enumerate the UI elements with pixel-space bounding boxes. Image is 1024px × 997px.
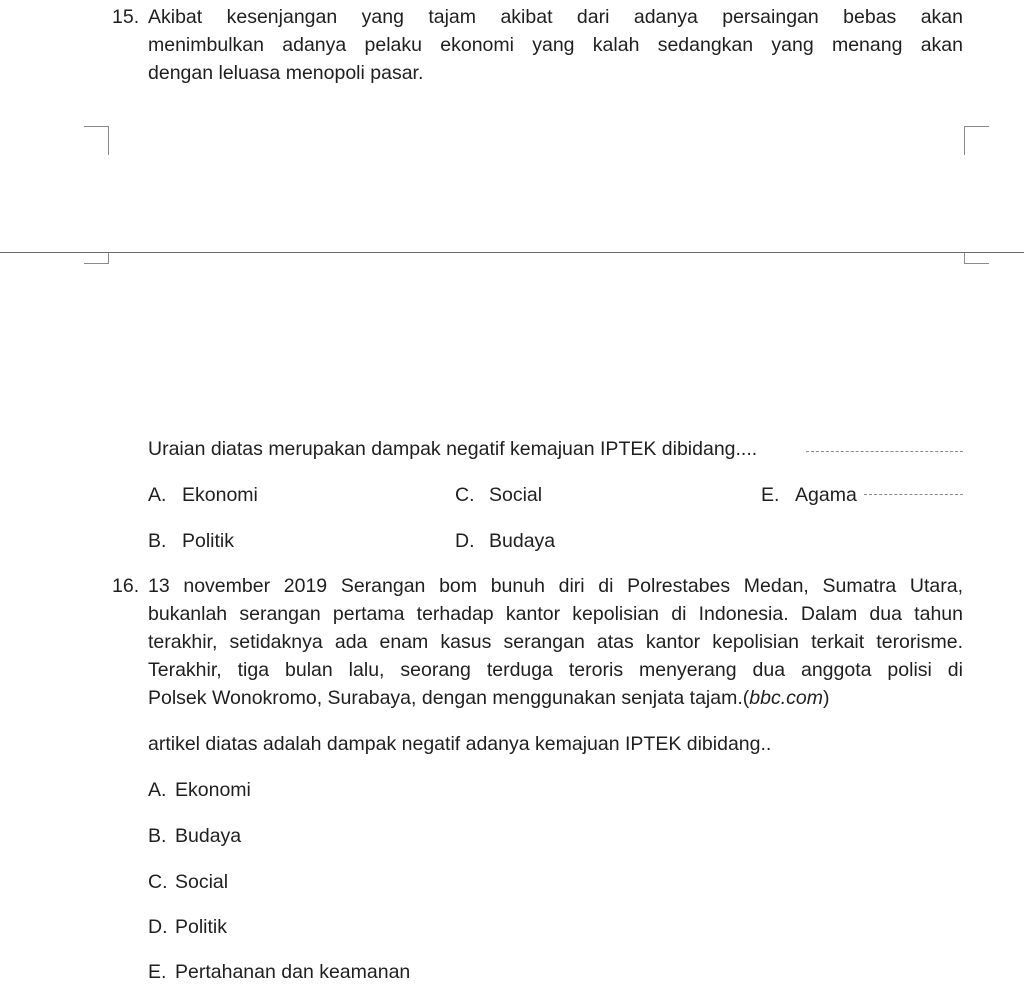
- source-citation: bbc.com: [749, 687, 823, 709]
- option-text: Social: [175, 871, 229, 893]
- q15-line-3: dengan leluasa menopoli pasar.: [148, 62, 424, 84]
- q15-option-a[interactable]: [148, 481, 258, 509]
- q16-option-c[interactable]: [148, 868, 228, 896]
- margin-corner-top-right: [964, 126, 989, 155]
- q15-option-d[interactable]: [455, 527, 555, 555]
- q15-prompt: Uraian diatas merupakan dampak negatif kemajuan IPTEK dibidang....: [148, 438, 758, 460]
- q16-line-4: Terakhir, tiga bulan lalu, seorang terduga teroris menyerang dua anggota polisi di: [148, 659, 963, 681]
- q16-line-3: terakhir, setidaknya ada enam kasus serangan atas kantor kepolisian terkait terorisme.: [148, 631, 963, 653]
- q16-option-b[interactable]: [148, 822, 241, 850]
- q16-prompt: artikel diatas adalah dampak negatif adanya kemajuan IPTEK dibidang..: [148, 733, 772, 755]
- margin-corner-bottom-left: [84, 253, 109, 264]
- option-text: Politik: [175, 916, 228, 938]
- answer-dotted-line: [864, 494, 963, 495]
- option-letter: A.: [148, 779, 167, 801]
- margin-corner-top-left: [84, 126, 109, 155]
- option-letter: E.: [761, 484, 780, 506]
- option-letter: D.: [455, 530, 475, 552]
- option-text: Pertahanan dan keamanan: [175, 961, 411, 983]
- option-letter: D.: [148, 916, 168, 938]
- q16-line-5-close: ): [822, 687, 830, 709]
- option-text: Budaya: [175, 825, 242, 847]
- q16-line-2: bukanlah serangan pertama terhadap kantor kepolisian di Indonesia. Dalam dua tahun: [148, 603, 963, 625]
- option-text: Social: [489, 484, 543, 506]
- option-letter: E.: [148, 961, 167, 983]
- option-letter: C.: [455, 484, 475, 506]
- q16-line-5: [148, 684, 829, 712]
- q15-option-c[interactable]: [455, 481, 542, 509]
- q15-option-b[interactable]: [148, 527, 234, 555]
- question-number-15: 15.: [112, 6, 140, 28]
- q16-option-e[interactable]: [148, 958, 410, 986]
- option-text: Budaya: [489, 530, 556, 552]
- option-text: Ekonomi: [175, 779, 251, 801]
- page-break: [0, 252, 1024, 253]
- margin-corner-bottom-right: [964, 253, 989, 264]
- q16-option-d[interactable]: [148, 913, 227, 941]
- option-letter: A.: [148, 484, 167, 506]
- q15-line-2: menimbulkan adanya pelaku ekonomi yang kalah sedangkan yang menang akan: [148, 34, 963, 56]
- answer-dotted-line: [806, 451, 963, 452]
- option-text: Politik: [182, 530, 235, 552]
- q15-line-1: Akibat kesenjangan yang tajam akibat dari adanya persaingan bebas akan: [148, 6, 963, 28]
- q16-option-a[interactable]: [148, 776, 251, 804]
- q16-line-5-text: Polsek Wonokromo, Surabaya, dengan menggunakan senjata tajam.(: [148, 687, 750, 709]
- option-letter: C.: [148, 871, 168, 893]
- option-text: Ekonomi: [182, 484, 258, 506]
- option-letter: B.: [148, 825, 167, 847]
- q15-option-e[interactable]: [761, 481, 857, 509]
- option-letter: B.: [148, 530, 167, 552]
- question-number-16: 16.: [112, 575, 140, 597]
- option-text: Agama: [795, 484, 857, 506]
- q16-line-1: 13 november 2019 Serangan bom bunuh diri di Polrestabes Medan, Sumatra Utara,: [148, 575, 963, 597]
